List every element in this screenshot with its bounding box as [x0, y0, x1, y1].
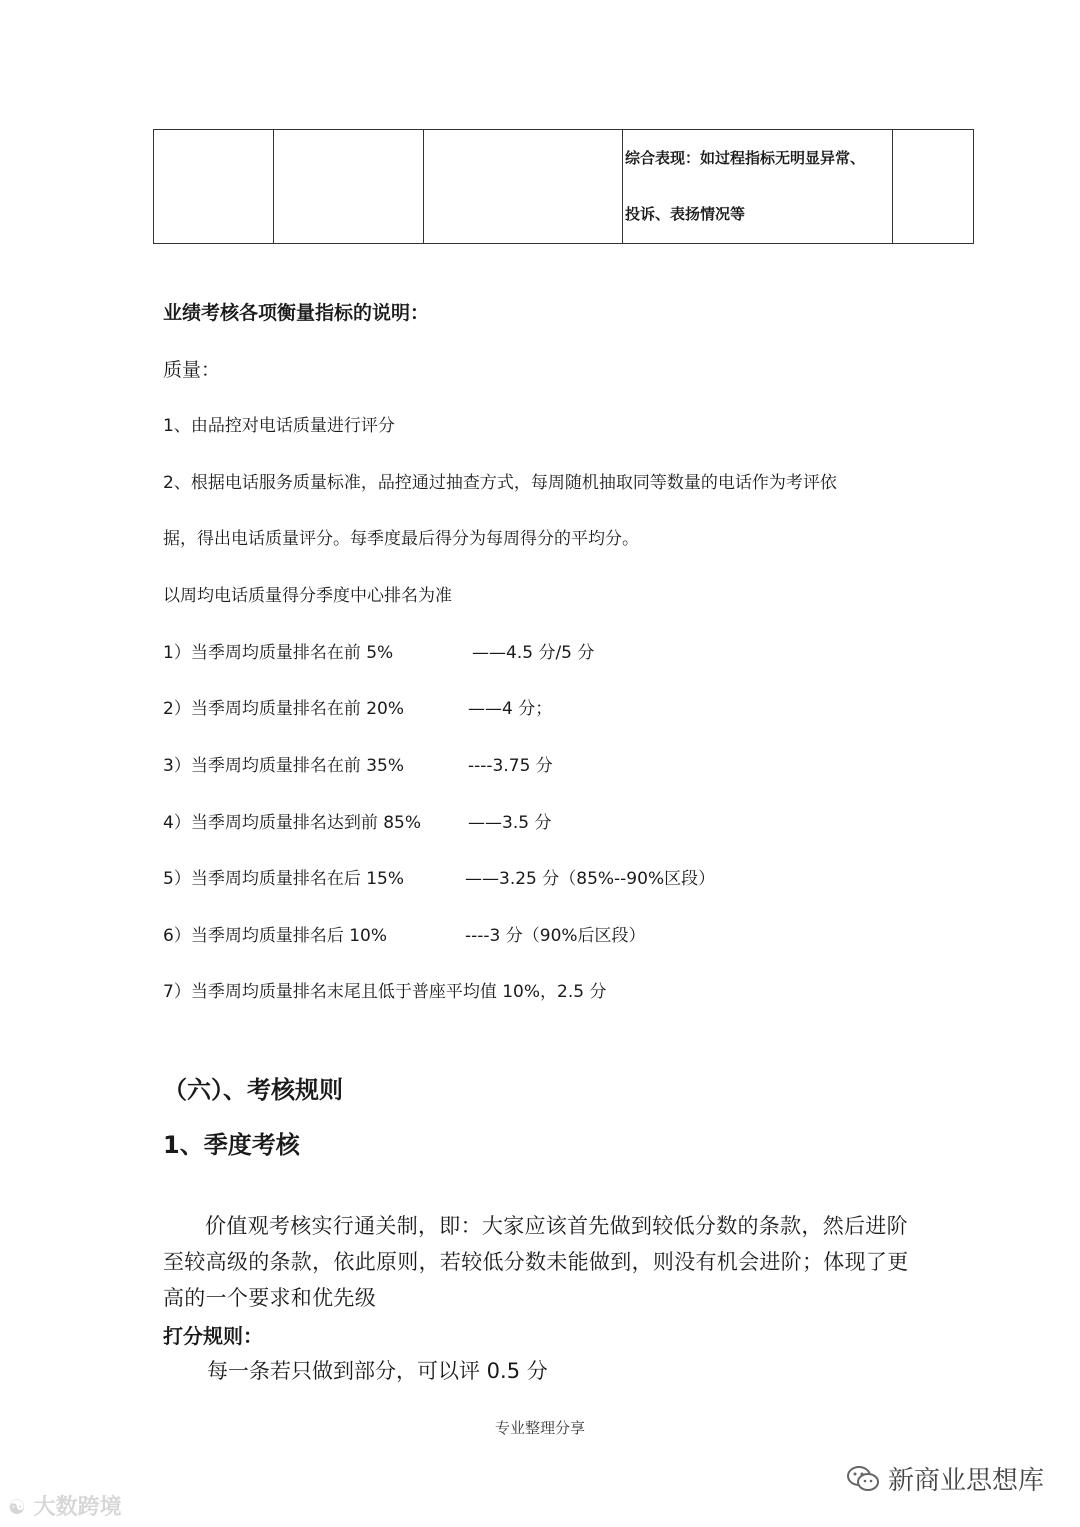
section-title: 业绩考核各项衡量指标的说明：	[163, 302, 430, 324]
watermark-right	[846, 1460, 1044, 1497]
wechat-icon	[846, 1465, 880, 1493]
quality-point: 1、由品控对电话质量进行评分	[163, 416, 395, 436]
ranking-rule: 1）当季周均质量排名在前 5%	[163, 643, 394, 663]
evaluation-table-fragment	[153, 129, 974, 244]
ranking-rule: 7）当季周均质量排名末尾且低于普座平均值 10%，2.5 分	[163, 982, 607, 1002]
table-cell	[274, 130, 424, 244]
note-line: 投诉、表扬情况等	[625, 205, 746, 223]
scoring-label: 打分规则：	[163, 1324, 263, 1348]
table-cell	[424, 130, 623, 244]
brand-logo-icon: ☯	[8, 1495, 26, 1519]
ranking-rule: 4）当季周均质量排名达到前 85%	[163, 813, 422, 833]
ranking-rule: 2）当季周均质量排名在前 20%	[163, 699, 405, 719]
page-footer: 专业整理分享	[494, 1419, 585, 1437]
note-line: 综合表现：如过程指标无明显异常、	[625, 149, 866, 167]
watermark-left	[8, 1490, 122, 1521]
ranking-score: ——4.5 分/5 分	[472, 643, 595, 663]
ranking-score: ----3.75 分	[468, 756, 553, 776]
scoring-rule: 每一条若只做到部分，可以评 0.5 分	[207, 1359, 548, 1383]
ranking-score: ——4 分；	[468, 699, 553, 719]
body-paragraph: 价值观考核实行通关制，即：大家应该首先做到较低分数的条款，然后进阶至较高级的条款，依此原则，若较低分数未能做到，则没有机会进阶；体现了更高的一个要求和优先级	[163, 1214, 909, 1310]
quality-point: 据，得出电话质量评分。每季度最后得分为每周得分的平均分。	[163, 529, 639, 549]
watermark-right-text: 新商业思想库	[887, 1466, 1044, 1496]
table-cell-note	[623, 130, 893, 244]
ranking-rule: 6）当季周均质量排名后 10%	[163, 926, 388, 946]
ranking-rule: 5）当季周均质量排名在后 15%	[163, 869, 405, 889]
watermark-left-text: 大数跨境	[33, 1495, 122, 1520]
table-row	[154, 130, 974, 244]
chapter-heading: （六）、考核规则	[163, 1076, 343, 1104]
table-cell	[154, 130, 274, 244]
ranking-rule: 3）当季周均质量排名在前 35%	[163, 756, 405, 776]
ranking-score: ——3.5 分	[468, 813, 552, 833]
ranking-score: ——3.25 分（85%--90%区段）	[465, 869, 716, 889]
quality-point: 2、根据电话服务质量标准，品控通过抽查方式，每周随机抽取同等数量的电话作为考评依	[163, 473, 837, 493]
quality-label: 质量：	[163, 359, 221, 381]
table-cell	[893, 130, 974, 244]
sub-heading: 1、季度考核	[163, 1131, 300, 1159]
ranking-score: ----3 分（90%后区段）	[465, 926, 646, 946]
quality-point: 以周均电话质量得分季度中心排名为准	[163, 586, 452, 606]
